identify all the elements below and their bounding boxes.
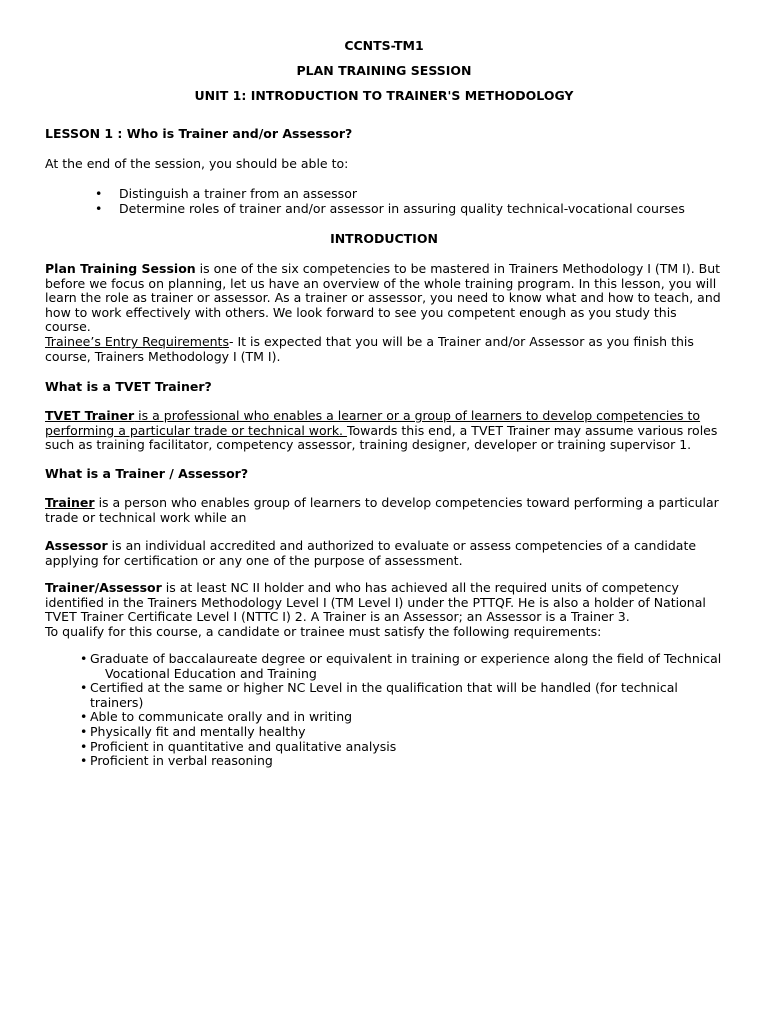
- trainer-definition: Trainer is a person who enables group of learners to develop competencies toward performing a particular trade or technical work while an: [45, 495, 719, 525]
- trainer-assessor-definition: Trainer/Assessor is at least NC II holder and who has achieved all the required units of competency identified in the Trainers Methodology Level I (TM Level I) under the PTTQF. He is also a holder of National TVET Trainer Certificate Level I (NTTC I) 2. A Trainer is an Assessor; an Assessor is a Trainer 3. To qualify for this course, a candidate or trainee must satisfy the following requirements:: [45, 580, 706, 639]
- trainer-assessor-term: Trainer/Assessor: [45, 580, 162, 595]
- assessor-term: Assessor: [45, 538, 108, 553]
- requirements-list: [80, 652, 730, 769]
- list-item: • Certified at the same or higher NC Level in the qualification that will be handled (for technical trainers): [80, 681, 730, 710]
- entry-requirements-paragraph: Trainee’s Entry Requirements- It is expected that you will be a Trainer and/or Assessor as you finish this course, Trainers Methodology I (TM I).: [45, 334, 694, 364]
- list-item: • Able to communicate orally and in writing: [80, 710, 730, 725]
- tvet-trainer-heading: What is a TVET Trainer?: [45, 379, 212, 394]
- plan-training-session-term: Plan Training Session: [45, 261, 196, 276]
- document-code: CCNTS-TM1: [344, 38, 424, 53]
- introduction-paragraph: Plan Training Session is one of the six competencies to be mastered in Trainers Methodology I (TM I). But before we focus on planning, let us have an overview of the whole training program. In this lesson, you will learn the role as trainer or assessor. As a trainer or assessor, you need to know what and how to teach, and how to work effectively with others. We look forward to see you competent enough as you study this course.: [45, 261, 721, 335]
- list-item: • Proficient in quantitative and qualitative analysis: [80, 740, 730, 755]
- list-item: • Determine roles of trainer and/or assessor in assuring quality technical-vocational courses: [95, 202, 735, 217]
- list-item: • Distinguish a trainer from an assessor: [95, 187, 735, 202]
- list-item: • Graduate of baccalaureate degree or equivalent in training or experience along the field of Technical Vocational Education and Training: [80, 652, 730, 681]
- tvet-trainer-paragraph: TVET Trainer is a professional who enables a learner or a group of learners to develop competencies to performing a particular trade or technical work. Towards this end, a TVET Trainer may assume various roles such as training facilitator, competency assessor, training designer, developer or training supervisor 1.: [45, 408, 718, 453]
- introduction-heading: INTRODUCTION: [330, 231, 438, 246]
- trainer-assessor-heading: What is a Trainer / Assessor?: [45, 466, 249, 481]
- unit-title: UNIT 1: INTRODUCTION TO TRAINER'S METHODOLOGY: [194, 88, 574, 103]
- entry-requirements-term: Trainee’s Entry Requirements: [45, 334, 229, 349]
- tvet-trainer-term: TVET Trainer: [45, 408, 135, 423]
- assessor-definition: Assessor is an individual accredited and authorized to evaluate or assess competencies of a candidate applying for certification or any one of the purpose of assessment.: [45, 538, 697, 568]
- objectives-list: [95, 187, 735, 216]
- document-title: PLAN TRAINING SESSION: [296, 63, 472, 78]
- objectives-intro: At the end of the session, you should be able to:: [45, 156, 349, 171]
- list-item: • Physically fit and mentally healthy: [80, 725, 730, 740]
- lesson-heading: LESSON 1 : Who is Trainer and/or Assessor?: [45, 126, 353, 141]
- trainer-term: Trainer: [45, 495, 95, 510]
- list-item: • Proficient in verbal reasoning: [80, 754, 730, 769]
